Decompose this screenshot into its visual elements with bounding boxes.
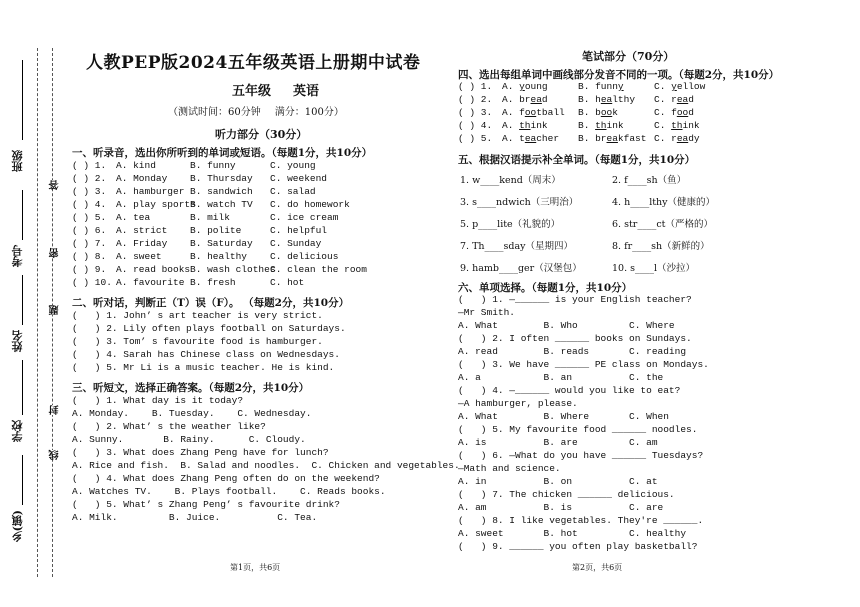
underlined-letters: ea (676, 94, 689, 105)
question-line: ( ) 8. I like vegetables. They're ______. (458, 515, 704, 526)
underlined-letters: th (671, 120, 683, 131)
option-a (502, 107, 565, 118)
question-line: A. am B. is C. are (458, 502, 664, 513)
option-suffix: cher (536, 133, 560, 144)
question-line: ( ) 5. My favourite food ______ noodles. (458, 424, 698, 435)
section-3-title: 三、听短文，选择正确答案。（每题2分，共10分） (72, 382, 310, 394)
option-suffix: dy (688, 133, 700, 144)
option-prefix: B. (578, 120, 596, 131)
option-c (654, 107, 694, 118)
option-a: A. Friday (116, 238, 168, 249)
question-line: ( ) 2. What’ s the weather like? (72, 421, 266, 432)
time-limit: （测试时间：60分钟 (168, 107, 261, 118)
option-a: A. read books (116, 264, 191, 275)
question-line: ( ) 2. I often ______ books on Sundays. (458, 333, 692, 344)
class-blank (22, 60, 23, 140)
question-line: ( ) 6. —What do you have ______ Tuesdays? (458, 450, 704, 461)
option-a (502, 81, 548, 92)
underlined-letters: ea (530, 94, 542, 105)
option-a: A. kind (116, 160, 156, 171)
question-number: ( ) 8. (72, 251, 107, 262)
option-b: B. polite (190, 225, 242, 236)
option-c: C. ice cream (270, 212, 339, 223)
question-number: ( ) 6. (72, 225, 107, 236)
section-4-title: 四、选出每组单词中画线部分发音不同的一项。（每题2分，共10分） (458, 69, 780, 81)
option-a: A. tea (116, 212, 151, 223)
option-b: B. wash clothes (190, 264, 276, 275)
statement-line: ( ) 2. Lily often plays football on Saturdays. (72, 323, 346, 334)
option-b: B. watch TV (190, 199, 253, 210)
option-a: A. play sports (116, 199, 196, 210)
question-line: —Math and science. (458, 463, 561, 474)
option-prefix: A. t (502, 133, 525, 144)
class-label: 班级 (11, 150, 24, 172)
option-c: C. weekend (270, 173, 328, 184)
option-prefix: C. f (654, 107, 677, 118)
question-line: —A hamburger, please. (458, 398, 578, 409)
question-line: A. Rice and fish. B. Salad and noodles. C. Chicken and vegetables. (72, 460, 460, 471)
exam-subtitle (232, 80, 341, 99)
question-line: ( ) 5. What’ s Zhang Peng’ s favourite drink? (72, 499, 340, 510)
full-score: 满分：100分） (274, 107, 344, 118)
underlined-letters: y (617, 81, 624, 92)
option-c: C. delicious (270, 251, 339, 262)
option-c: C. hot (270, 277, 305, 288)
option-c: C. do homework (270, 199, 350, 210)
exam-meta (168, 103, 358, 118)
option-prefix: C. r (654, 94, 677, 105)
seal-char-5: 线 (50, 450, 61, 460)
option-suffix: oung (524, 81, 548, 92)
option-prefix: C. r (654, 133, 677, 144)
option-prefix: B. b (578, 107, 601, 118)
section-5-title: 五、根据汉语提示补全单词。（每题1分，共10分） (458, 154, 696, 166)
question-number: ( ) 2. (458, 94, 493, 105)
option-prefix: A. (502, 120, 520, 131)
option-a: A. strict (116, 225, 168, 236)
question-line: ( ) 4. —______ would you like to eat? (458, 385, 681, 396)
question-line: A. in B. on C. at (458, 476, 658, 487)
option-c: C. young (270, 160, 316, 171)
section-6-title: 六、单项选择。（每题1分，共10分） (458, 282, 633, 294)
question-line: ( ) 9. ______ you often play basketball? (458, 541, 698, 552)
option-a (502, 120, 548, 131)
option-suffix: ink (682, 120, 700, 131)
option-a: A. sweet (116, 251, 162, 262)
question-number: ( ) 9. (72, 264, 107, 275)
option-prefix: C. (654, 81, 672, 92)
option-prefix: B. br (578, 133, 607, 144)
question-line: A. Sunny. B. Rainy. C. Cloudy. (72, 434, 306, 445)
statement-line: ( ) 1. John’ s art teacher is very strict. (72, 310, 323, 321)
statement-line: ( ) 3. Tom’ s favourite food is hamburger. (72, 336, 323, 347)
question-number: ( ) 5. (72, 212, 107, 223)
question-line: A. Milk. B. Juice. C. Tea. (72, 512, 318, 523)
school-blank (22, 360, 23, 415)
fill-in-item: 5. p____lite（礼貌的） (460, 219, 561, 230)
option-suffix: k (612, 107, 618, 118)
option-b: B. healthy (190, 251, 248, 262)
page-number-2: 第2页，共6页 (572, 563, 623, 572)
option-c (654, 133, 700, 144)
statement-line: ( ) 5. Mr Li is a music teacher. He is kind. (72, 362, 335, 373)
option-suffix: lthy (612, 94, 636, 105)
option-c (654, 94, 694, 105)
question-line: —Mr Smith. (458, 307, 516, 318)
fill-in-item: 1. w____kend（周末） (460, 175, 561, 186)
question-line: A. Watches TV. B. Plays football. C. Reads books. (72, 486, 386, 497)
underlined-letters: ea (676, 133, 689, 144)
option-suffix: ink (530, 120, 548, 131)
option-a (502, 133, 559, 144)
option-b: B. fresh (190, 277, 236, 288)
option-c: C. helpful (270, 225, 328, 236)
question-line: ( ) 3. We have ______ PE class on Mondays. (458, 359, 709, 370)
underlined-letters: th (519, 120, 531, 131)
fill-in-item: 7. Th____sday（星期四） (460, 241, 574, 252)
underlined-letters: th (595, 120, 607, 131)
page-number-1: 第1页，共6页 (230, 563, 281, 572)
listening-heading: 听力部分（30分） (215, 128, 308, 141)
question-number: ( ) 4. (458, 120, 493, 131)
exam-number-label: 考号 (11, 245, 24, 267)
option-b (578, 133, 646, 144)
fill-in-item: 4. h____lthy（健康的） (612, 197, 716, 208)
fill-in-item: 9. hamb____ger（汉堡包） (460, 263, 582, 274)
option-b: B. Saturday (190, 238, 253, 249)
option-a (502, 94, 548, 105)
option-b: B. Thursday (190, 173, 253, 184)
underlined-letters: y (519, 81, 525, 92)
fill-in-item: 3. s____ndwich（三明治） (460, 197, 579, 208)
question-line: ( ) 4. What does Zhang Peng often do on the weekend? (72, 473, 380, 484)
question-line: A. a B. an C. the (458, 372, 664, 383)
option-b: B. funny (190, 160, 236, 171)
option-prefix: A. f (502, 107, 525, 118)
question-line: ( ) 1. What day is it today? (72, 395, 244, 406)
question-line: A. What B. Who C. Where (458, 320, 675, 331)
option-c: C. clean the room (270, 264, 367, 275)
option-c: C. Sunday (270, 238, 322, 249)
underlined-letters: oo (676, 107, 689, 118)
underlined-letters: oo (600, 107, 613, 118)
question-line: A. Monday. B. Tuesday. C. Wednesday. (72, 408, 312, 419)
statement-line: ( ) 4. Sarah has Chinese class on Wednesdays. (72, 349, 340, 360)
name-blank (22, 275, 23, 325)
option-b (578, 94, 635, 105)
question-line: A. sweet B. hot C. healthy (458, 528, 687, 539)
option-a: A. hamburger (116, 186, 185, 197)
fill-in-item: 8. fr____sh（新鲜的） (612, 241, 710, 252)
option-b: B. sandwich (190, 186, 253, 197)
seal-char-2: 密 (50, 248, 61, 258)
seal-char-4: 封 (50, 405, 61, 415)
seal-line-outer (37, 48, 38, 577)
option-b (578, 81, 624, 92)
option-c (654, 81, 705, 92)
question-number: ( ) 1. (72, 160, 107, 171)
question-number: ( ) 1. (458, 81, 493, 92)
option-b (578, 107, 618, 118)
option-b: B. milk (190, 212, 230, 223)
question-line: A. read B. reads C. reading (458, 346, 687, 357)
section-2-title: 二、听对话，判断正（T）误（F）。 （每题2分，共10分） (72, 297, 350, 309)
binding-strip (0, 0, 66, 607)
option-suffix: d (688, 107, 694, 118)
question-number: ( ) 2. (72, 173, 107, 184)
question-line: ( ) 1. —______ is your English teacher? (458, 294, 692, 305)
option-suffix: d (688, 94, 694, 105)
option-suffix: d (541, 94, 548, 105)
question-number: ( ) 7. (72, 238, 107, 249)
option-suffix: ink (606, 120, 624, 131)
option-suffix: tball (536, 107, 565, 118)
option-prefix: B. funn (578, 81, 618, 92)
option-suffix: kfast (617, 133, 647, 144)
option-prefix: B. h (578, 94, 601, 105)
question-line: A. is B. are C. am (458, 437, 658, 448)
underlined-letters: ea (524, 133, 537, 144)
option-c (654, 120, 700, 131)
question-number: ( ) 10. (72, 277, 112, 288)
underlined-letters: oo (524, 107, 537, 118)
town-label: 乡(镇) (11, 510, 24, 543)
fill-in-item: 2. f____sh（鱼） (612, 175, 687, 186)
seal-char-3: 题 (50, 305, 61, 315)
question-line: ( ) 7. The chicken ______ delicious. (458, 489, 675, 500)
question-line: A. What B. Where C. When (458, 411, 669, 422)
fill-in-item: 10. s____l（沙拉） (612, 263, 696, 274)
option-prefix: A. (502, 81, 520, 92)
option-a: A. favourite (116, 277, 185, 288)
town-blank (22, 455, 23, 505)
underlined-letters: ea (600, 94, 613, 105)
underlined-letters: y (671, 81, 677, 92)
written-heading: 笔试部分（70分） (582, 50, 675, 63)
option-b (578, 120, 624, 131)
seal-char-1: 答 (50, 180, 61, 190)
option-prefix: C. (654, 120, 672, 131)
subject-label: 英语 (293, 84, 320, 99)
exam-title: 人教PEP版2024五年级英语上册期中试卷 (86, 53, 421, 73)
grade-label: 五年级 (232, 84, 272, 99)
question-number: ( ) 3. (458, 107, 493, 118)
option-suffix: ellow (676, 81, 706, 92)
question-number: ( ) 5. (458, 133, 493, 144)
question-number: ( ) 3. (72, 186, 107, 197)
school-label: 学校 (11, 420, 24, 442)
name-label: 姓名 (11, 330, 24, 352)
question-line: ( ) 3. What does Zhang Peng have for lunch? (72, 447, 329, 458)
fill-in-item: 6. str____ct（严格的） (612, 219, 713, 230)
option-a: A. Monday (116, 173, 168, 184)
option-prefix: A. br (502, 94, 531, 105)
question-number: ( ) 4. (72, 199, 107, 210)
section-1-title: 一、听录音，选出你所听到的单词或短语。（每题1分，共10分） (72, 147, 373, 159)
exam-number-blank (22, 190, 23, 240)
option-c: C. salad (270, 186, 316, 197)
underlined-letters: ea (606, 133, 618, 144)
